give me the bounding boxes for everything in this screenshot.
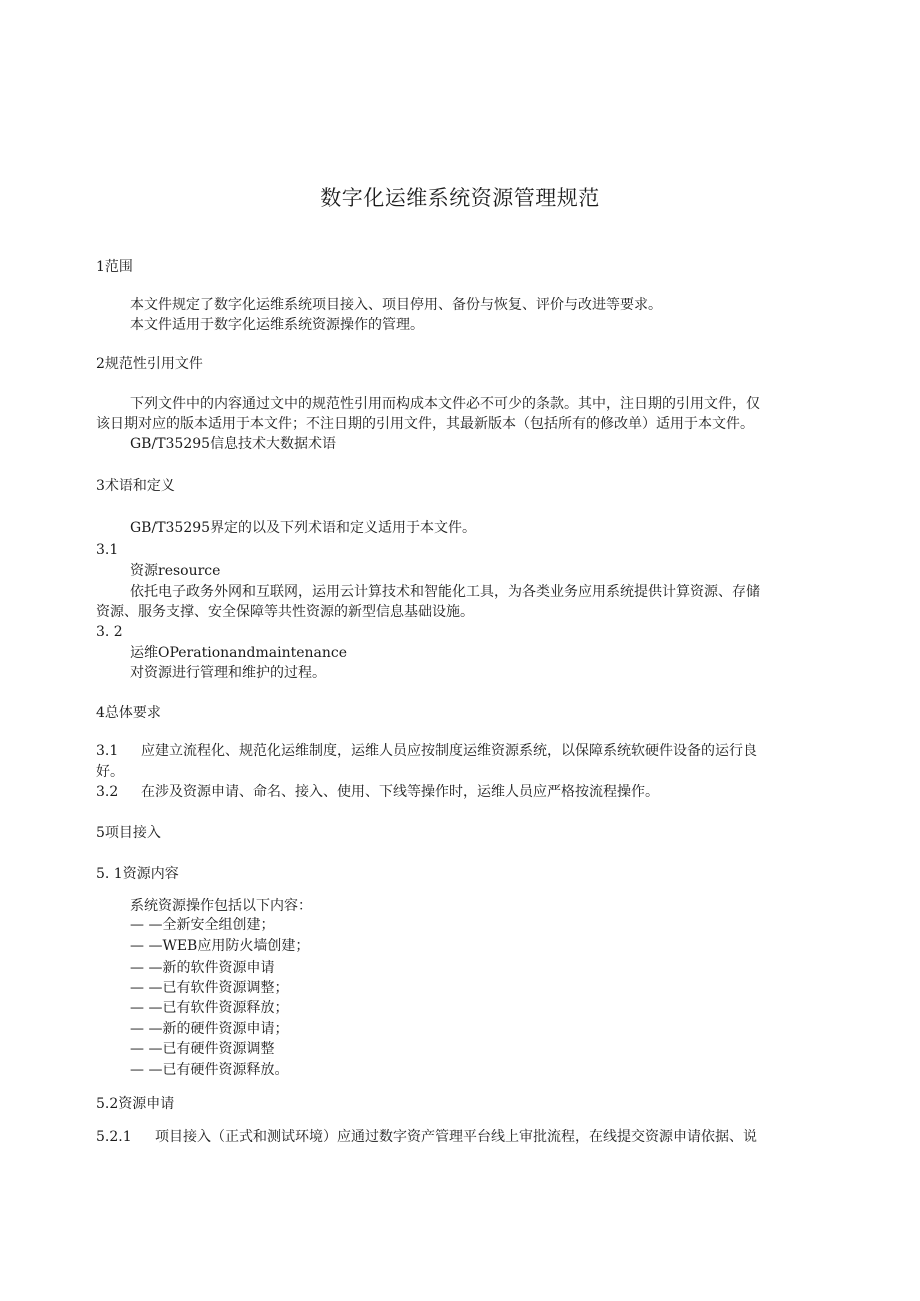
list-item: — —新的软件资源申请 — [130, 960, 275, 976]
subsection-heading: 5.2资源申请 — [96, 1096, 175, 1112]
term-number: 3. 2 — [96, 624, 123, 640]
list-item: — —已有硬件资源释放。 — [130, 1062, 289, 1078]
list-item: — —已有软件资源释放； — [130, 1000, 289, 1016]
clause-text-line: 应建立流程化、规范化运维制度，运维人员应按制度运维资源系统，以保障系统软硬件设备的运行良 — [141, 743, 757, 759]
paragraph-line: 该日期对应的版本适用于本文件；不注日期的引用文件，其最新版本（包括所有的修改单）适用于本文件。 — [96, 416, 754, 432]
list-item: — —已有硬件资源调整 — [130, 1041, 275, 1057]
section-heading-terms: 3术语和定义 — [96, 478, 175, 494]
paragraph-line: 下列文件中的内容通过文中的规范性引用而构成本文件必不可少的条款。其中，注日期的引用文件，仅 — [130, 396, 760, 412]
document-title: 数字化运维系统资源管理规范 — [320, 186, 600, 210]
subsection-heading: 5. 1资源内容 — [96, 866, 179, 882]
section-heading-normative-references: 2规范性引用文件 — [96, 356, 203, 372]
term-definition-line: 资源、服务支撑、安全保障等共性资源的新型信息基础设施。 — [96, 604, 474, 620]
term-definition-line: 依托电子政务外网和互联网，运用云计算技术和智能化工具，为各类业务应用系统提供计算资源、存储 — [130, 584, 760, 600]
list-item: — —全新安全组创建； — [130, 917, 275, 933]
list-item: — —WEB应用防火墙创建； — [130, 938, 310, 954]
clause-text: 在涉及资源申请、命名、接入、使用、下线等操作时，运维人员应严格按流程操作。 — [141, 784, 659, 800]
term-name: 资源resource — [130, 563, 221, 579]
clause-number: 3.2 — [96, 784, 119, 800]
section-heading-scope: 1范围 — [96, 259, 133, 275]
clause-number: 3.1 — [96, 743, 119, 759]
clause-number: 5.2.1 — [96, 1129, 132, 1145]
list-item: — —已有软件资源调整； — [130, 980, 289, 996]
term-number: 3.1 — [96, 542, 119, 558]
section-heading-general-requirements: 4总体要求 — [96, 705, 161, 721]
clause-text-line: 好。 — [96, 764, 124, 780]
clause-text: 项目接入（正式和测试环境）应通过数字资产管理平台线上审批流程，在线提交资源申请依据、说 — [155, 1129, 757, 1145]
paragraph: GB/T35295界定的以及下列术语和定义适用于本文件。 — [130, 520, 477, 536]
list-item: — —新的硬件资源申请； — [130, 1021, 289, 1037]
paragraph: 本文件适用于数字化运维系统资源操作的管理。 — [130, 317, 424, 333]
list-intro: 系统资源操作包括以下内容： — [130, 898, 312, 914]
paragraph: 本文件规定了数字化运维系统项目接入、项目停用、备份与恢复、评价与改进等要求。 — [130, 297, 662, 313]
term-name: 运维OPerationandmaintenance — [130, 645, 347, 661]
term-definition: 对资源进行管理和维护的过程。 — [130, 665, 326, 681]
section-heading-project-access: 5项目接入 — [96, 825, 161, 841]
reference-item: GB/T35295信息技术大数据术语 — [130, 436, 337, 452]
